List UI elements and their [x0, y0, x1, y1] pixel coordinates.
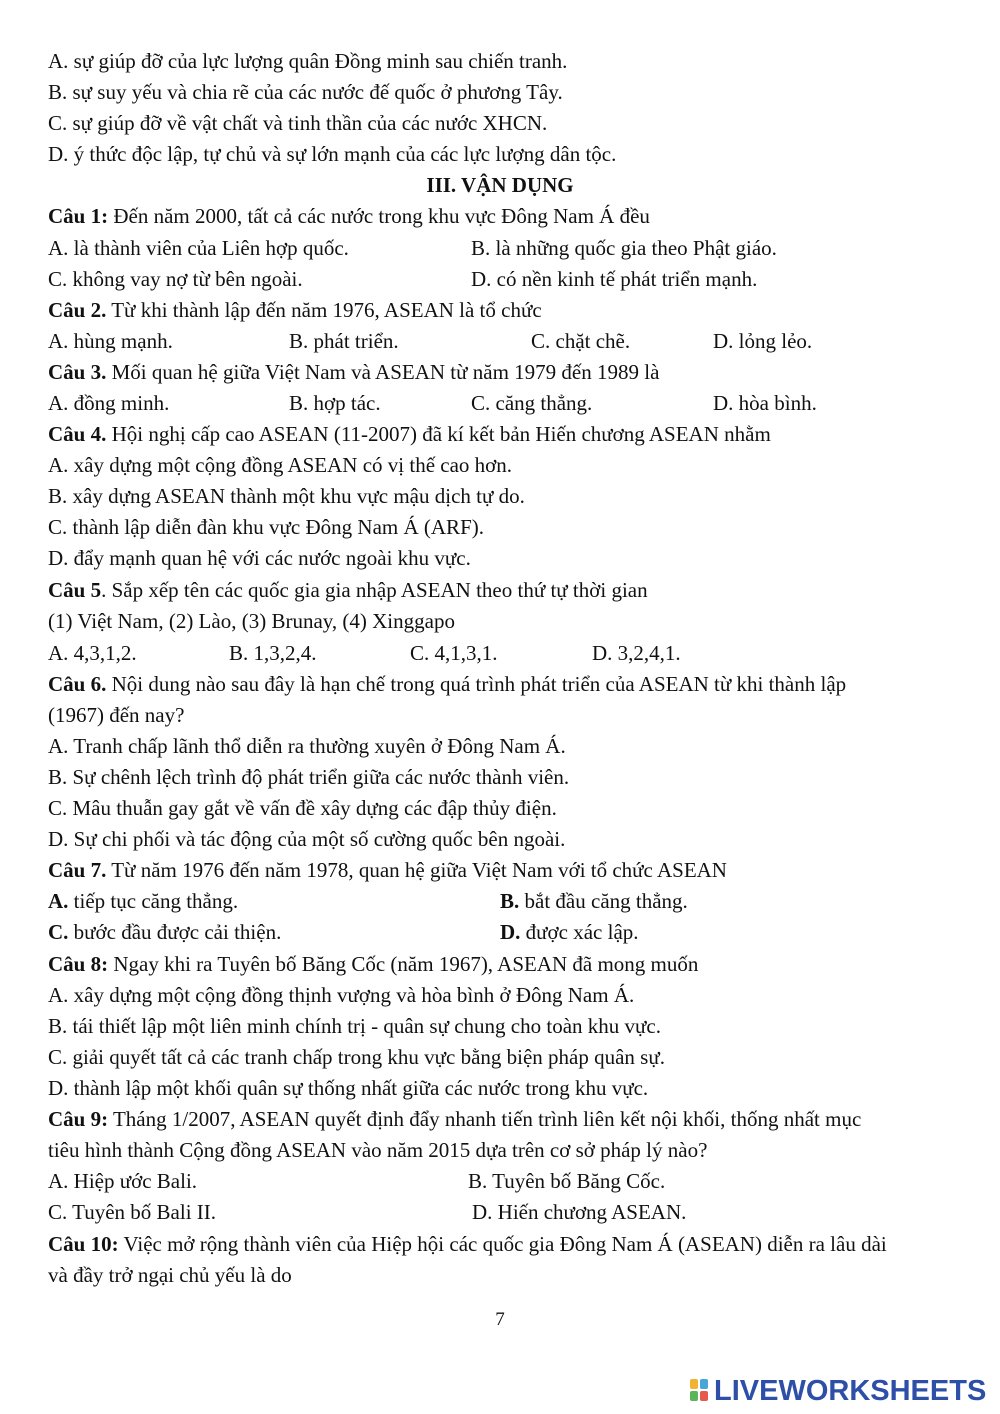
q3-option-b: B. hợp tác. — [289, 391, 381, 415]
q1-option-c: C. không vay nợ từ bên ngoài. — [48, 267, 303, 291]
q8-option-d: D. thành lập một khối quân sự thống nhất giữa các nước trong khu vực. — [48, 1076, 649, 1100]
liveworksheets-logo-text: LIVEWORKSHEETS — [714, 1374, 987, 1407]
question-3 — [48, 359, 659, 386]
question-5-label: Câu 5 — [48, 578, 102, 602]
question-2-text: Từ khi thành lập đến năm 1976, ASEAN là tổ chức — [106, 298, 542, 322]
q4-option-d: D. đẩy mạnh quan hệ với các nước ngoài khu vực. — [48, 546, 471, 570]
q5-option-c: C. 4,1,3,1. — [410, 641, 498, 665]
q4-option-b: B. xây dựng ASEAN thành một khu vực mậu dịch tự do. — [48, 484, 525, 508]
q6-option-d: D. Sự chi phối và tác động của một số cường quốc bên ngoài. — [48, 827, 566, 851]
question-9-text: Tháng 1/2007, ASEAN quyết định đẩy nhanh tiến trình liên kết nội khối, thống nhất mục — [108, 1107, 862, 1131]
q7-option-d-letter: D. — [500, 920, 521, 944]
question-6-continued: (1967) đến nay? — [48, 703, 185, 727]
q4-option-a: A. xây dựng một cộng đồng ASEAN có vị thế cao hơn. — [48, 453, 513, 477]
question-7 — [48, 857, 727, 884]
q3-option-d: D. hòa bình. — [713, 391, 817, 415]
q7-option-c-letter: C. — [48, 920, 69, 944]
q1-option-d: D. có nền kinh tế phát triển mạnh. — [471, 267, 758, 291]
q9-option-a: A. Hiệp ước Bali. — [48, 1169, 198, 1193]
question-6 — [48, 671, 846, 698]
question-10-text: Việc mở rộng thành viên của Hiệp hội các quốc gia Đông Nam Á (ASEAN) diễn ra lâu dài — [118, 1232, 887, 1256]
question-8-label: Câu 8: — [48, 952, 109, 976]
question-9-label: Câu 9: — [48, 1107, 109, 1131]
q7-option-c — [48, 919, 281, 946]
q7-option-d-text: được xác lập. — [520, 920, 639, 944]
question-10 — [48, 1231, 887, 1258]
question-1-text: Đến năm 2000, tất cả các nước trong khu vực Đông Nam Á đều — [108, 204, 650, 228]
q5-option-d: D. 3,2,4,1. — [592, 641, 681, 665]
prev-option-c: C. sự giúp đỡ về vật chất và tinh thần của các nước XHCN. — [48, 111, 548, 135]
q2-option-b: B. phát triển. — [289, 329, 399, 353]
q7-option-b-text: bắt đầu căng thẳng. — [519, 889, 688, 913]
q7-option-b-letter: B. — [500, 889, 520, 913]
question-10-continued: và đầy trở ngại chủ yếu là do — [48, 1263, 292, 1287]
q2-option-a: A. hùng mạnh. — [48, 329, 173, 353]
question-4-label: Câu 4. — [48, 422, 107, 446]
q6-option-c: C. Mâu thuẫn gay gắt về vấn đề xây dựng các đập thủy điện. — [48, 796, 557, 820]
q7-option-a-text: tiếp tục căng thẳng. — [68, 889, 239, 913]
q2-option-d: D. lỏng lẻo. — [713, 329, 813, 353]
question-5 — [48, 577, 648, 604]
q8-option-c: C. giải quyết tất cả các tranh chấp trong khu vực bằng biện pháp quân sự. — [48, 1045, 665, 1069]
q1-option-b: B. là những quốc gia theo Phật giáo. — [471, 236, 777, 260]
q3-option-c: C. căng thẳng. — [471, 391, 593, 415]
question-7-text: Từ năm 1976 đến năm 1978, quan hệ giữa Việt Nam với tổ chức ASEAN — [106, 858, 727, 882]
question-8-text: Ngay khi ra Tuyên bố Băng Cốc (năm 1967), ASEAN đã mong muốn — [108, 952, 699, 976]
q9-option-b: B. Tuyên bố Băng Cốc. — [468, 1169, 666, 1193]
question-3-text: Mối quan hệ giữa Việt Nam và ASEAN từ năm 1979 đến 1989 là — [106, 360, 660, 384]
q3-option-a: A. đồng minh. — [48, 391, 170, 415]
question-6-text: Nội dung nào sau đây là hạn chế trong quá trình phát triển của ASEAN từ khi thành lập — [106, 672, 847, 696]
q7-option-a — [48, 888, 238, 915]
q5-option-b: B. 1,3,2,4. — [229, 641, 317, 665]
q5-option-a: A. 4,3,1,2. — [48, 641, 137, 665]
q7-option-d — [500, 919, 639, 946]
liveworksheets-logo — [690, 1374, 986, 1408]
question-7-label: Câu 7. — [48, 858, 107, 882]
question-6-label: Câu 6. — [48, 672, 107, 696]
q6-option-b: B. Sự chênh lệch trình độ phát triển giữa các nước thành viên. — [48, 765, 570, 789]
question-5-text: . Sắp xếp tên các quốc gia gia nhập ASEAN theo thứ tự thời gian — [101, 578, 648, 602]
question-4-text: Hội nghị cấp cao ASEAN (11-2007) đã kí kết bản Hiến chương ASEAN nhằm — [106, 422, 771, 446]
q8-option-b: B. tái thiết lập một liên minh chính trị - quân sự chung cho toàn khu vực. — [48, 1014, 661, 1038]
q7-option-c-text: bước đầu được cải thiện. — [68, 920, 282, 944]
prev-option-d: D. ý thức độc lập, tự chủ và sự lớn mạnh của các lực lượng dân tộc. — [48, 142, 617, 166]
q2-option-c: C. chặt chẽ. — [531, 329, 631, 353]
q9-option-c: C. Tuyên bố Bali II. — [48, 1200, 217, 1224]
page-number: 7 — [495, 1309, 505, 1330]
prev-option-b: B. sự suy yếu và chia rẽ của các nước đế quốc ở phương Tây. — [48, 80, 563, 104]
q8-option-a: A. xây dựng một cộng đồng thịnh vượng và hòa bình ở Đông Nam Á. — [48, 983, 635, 1007]
question-10-label: Câu 10: — [48, 1232, 119, 1256]
q1-option-a: A. là thành viên của Liên hợp quốc. — [48, 236, 349, 260]
question-1 — [48, 203, 650, 230]
q9-option-d: D. Hiến chương ASEAN. — [472, 1200, 687, 1224]
question-9 — [48, 1106, 861, 1133]
question-2 — [48, 297, 542, 324]
question-2-label: Câu 2. — [48, 298, 107, 322]
prev-option-a: A. sự giúp đỡ của lực lượng quân Đồng minh sau chiến tranh. — [48, 49, 568, 73]
question-4 — [48, 421, 771, 448]
question-9-continued: tiêu hình thành Cộng đồng ASEAN vào năm 2015 dựa trên cơ sở pháp lý nào? — [48, 1138, 708, 1162]
question-8 — [48, 951, 698, 978]
q6-option-a: A. Tranh chấp lãnh thổ diễn ra thường xuyên ở Đông Nam Á. — [48, 734, 566, 758]
q4-option-c: C. thành lập diễn đàn khu vực Đông Nam Á (ARF). — [48, 515, 484, 539]
q7-option-b — [500, 888, 688, 915]
question-1-label: Câu 1: — [48, 204, 109, 228]
liveworksheets-logo-icon — [690, 1379, 710, 1403]
q7-option-a-letter: A. — [48, 889, 69, 913]
question-3-label: Câu 3. — [48, 360, 107, 384]
question-5-list: (1) Việt Nam, (2) Lào, (3) Brunay, (4) Xinggapo — [48, 609, 455, 633]
section-title: III. VẬN DỤNG — [426, 173, 574, 197]
